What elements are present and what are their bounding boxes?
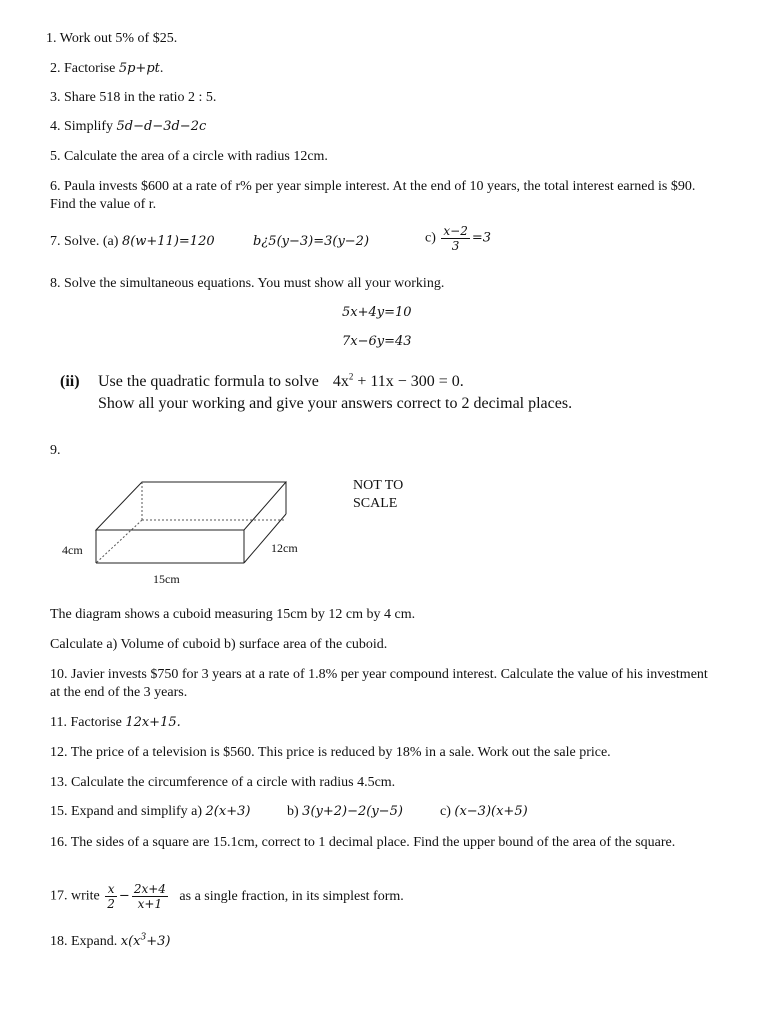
cuboid-hidden-depth-edge — [96, 520, 142, 563]
question-11-prefix: 11. Factorise — [50, 715, 126, 730]
question-17-minus: − — [118, 888, 130, 904]
question-18-term-b: +3) — [146, 934, 171, 949]
question-17-fraction-1 — [105, 882, 117, 911]
question-2-suffix: . — [159, 61, 164, 76]
question-3: 3. Share 518 in the ratio 2 : 5. — [50, 90, 217, 105]
question-15-part-c-expression: (x−3)(x+5) — [454, 804, 528, 819]
fraction-1-numerator: x — [105, 882, 117, 897]
not-to-scale-line-2: SCALE — [353, 496, 398, 511]
question-15 — [50, 803, 250, 821]
question-5: 5. Calculate the area of a circle with radius 12cm. — [50, 149, 328, 164]
question-15-part-c-label: c) — [440, 804, 455, 819]
question-12: 12. The price of a television is $560. This price is reduced by 18% in a sale. Work out the sale price. — [50, 745, 611, 760]
question-ii-line-1 — [98, 371, 464, 392]
width-label: 15cm — [153, 572, 180, 586]
question-ii-instruction: Use the quadratic formula to solve — [98, 373, 319, 390]
question-2-expression: 5p+pt — [118, 61, 160, 76]
question-15-part-b-label: b) — [287, 804, 303, 819]
question-9-text-1: The diagram shows a cuboid measuring 15cm by 12 cm by 4 cm. — [50, 607, 416, 622]
question-17-fraction-2 — [132, 882, 168, 911]
question-8-equation-1: 5x+4y=10 — [342, 305, 412, 320]
question-8-equation-2: 7x−6y=43 — [342, 334, 412, 349]
height-label: 4cm — [62, 543, 83, 557]
question-18-term-a: x(x — [120, 934, 141, 949]
question-9-text-2: Calculate a) Volume of cuboid b) surface area of the cuboid. — [50, 637, 388, 652]
question-17-suffix: as a single fraction, in its simplest form. — [179, 888, 404, 904]
question-4-prefix: 4. Simplify — [50, 119, 117, 134]
question-15-prefix: 15. Expand and simplify a) — [50, 804, 206, 819]
fraction-1-denominator: 2 — [107, 897, 115, 911]
question-18-exponent: 3 — [140, 932, 147, 943]
question-2-prefix: 2. Factorise — [50, 61, 119, 76]
question-10: 10. Javier invests $750 for 3 years at a rate of 1.8% per year compound interest. Calculate the value of his investment at the end of the 3 years. — [50, 667, 708, 700]
question-7-fraction-denominator: 3 — [451, 239, 460, 253]
question-7-part-c — [425, 224, 491, 253]
question-17-prefix: 17. write — [50, 888, 100, 904]
fraction-2-denominator: x+1 — [137, 897, 163, 911]
question-16: 16. The sides of a square are 15.1cm, correct to 1 decimal place. Find the upper bound of the area of the square. — [50, 835, 676, 850]
question-11 — [50, 714, 181, 732]
question-7-prefix: 7. Solve. (a) — [50, 234, 122, 249]
quadratic-equation — [333, 373, 464, 390]
question-9: 9. — [50, 443, 61, 458]
cuboid-top-face — [96, 482, 286, 530]
question-4-expression: 5d−d−3d−2c — [116, 119, 207, 134]
depth-label: 12cm — [271, 541, 298, 555]
question-7-part-a: 8(w+11)=120 — [121, 234, 215, 249]
question-7-part-c-label: c) — [425, 230, 436, 246]
question-7-part-b: b¿5(y−3)=3(y−2) — [253, 234, 370, 249]
question-6: 6. Paula invests $600 at a rate of r% per year simple interest. At the end of 10 years, the total interest earned is $90. Find the value of r. — [50, 179, 696, 212]
question-18-expression — [121, 934, 171, 949]
question-13: 13. Calculate the circumference of a circle with radius 4.5cm. — [50, 775, 396, 790]
question-15-part-b-expression: 3(y+2)−2(y−5) — [302, 804, 403, 819]
question-1: 1. Work out 5% of $25. — [46, 31, 178, 46]
quadratic-rest: + 11x − 300 = 0. — [353, 373, 464, 390]
question-15-part-b — [287, 803, 403, 821]
question-7 — [50, 233, 215, 251]
not-to-scale-line-1: NOT TO — [353, 478, 404, 493]
question-4 — [50, 118, 206, 136]
quadratic-term: 4x — [332, 373, 349, 390]
question-17 — [50, 882, 404, 911]
question-8: 8. Solve the simultaneous equations. You must show all your working. — [50, 276, 445, 291]
question-15-part-a: 2(x+3) — [205, 804, 251, 819]
question-15-part-c — [440, 803, 528, 821]
question-18-prefix: 18. Expand. — [50, 934, 121, 949]
question-7-fraction-numerator: x−2 — [443, 224, 468, 238]
quadratic-exponent: 2 — [348, 371, 354, 382]
question-7-fraction — [441, 224, 469, 253]
question-2 — [50, 60, 163, 78]
question-11-expression: 12x+15. — [125, 715, 181, 730]
question-ii-label: (ii) — [60, 373, 80, 390]
question-7-part-c-rhs: =3 — [471, 230, 492, 246]
question-18 — [50, 933, 171, 951]
question-ii-line-2: Show all your working and give your answers correct to 2 decimal places. — [98, 395, 573, 412]
fraction-2-numerator: 2x+4 — [133, 882, 166, 896]
